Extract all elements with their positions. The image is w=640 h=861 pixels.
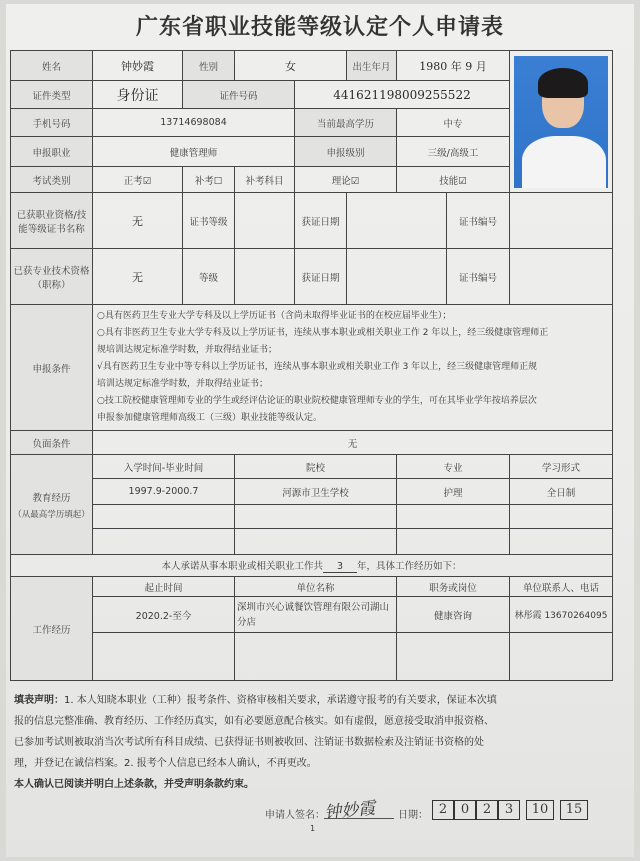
work-label: 工作经历: [11, 577, 93, 681]
application-form-table: [10, 50, 613, 681]
date-digit: 0: [454, 800, 476, 820]
edu-mode: [510, 505, 613, 529]
work-header-company: 单位名称: [235, 577, 397, 597]
cert-level-value: [235, 193, 295, 249]
job-value: 健康管理师: [93, 137, 295, 167]
work-promise: 本人承诺从事本职业或相关职业工作共 3 年，具体工作经历如下：: [11, 555, 613, 577]
birth-value: 1980 年 9 月: [397, 51, 510, 81]
title-date-value: [347, 249, 447, 305]
name-label: 姓名: [11, 51, 93, 81]
title-date-label: 获证日期: [295, 249, 347, 305]
work-header-period: 起止时间: [93, 577, 235, 597]
condition-item: ○具有非医药卫生专业大学专科及以上学历证书，连续从事本职业或相关职业工作 2 年以上，经三级健康管理师正: [97, 328, 549, 338]
level-value: 三级/高级工: [397, 137, 510, 167]
negative-label: 负面条件: [11, 431, 93, 455]
id-no-value: 441621198009255522: [295, 81, 510, 109]
date-month: 10: [526, 800, 554, 820]
work-company: 深圳市兴心诚餐饮管理有限公司湖山分店: [235, 597, 397, 633]
cert-date-label: 获证日期: [295, 193, 347, 249]
date-day: 15: [560, 800, 588, 820]
conditions-list: [93, 305, 613, 431]
signature-label: 申请人签名：: [265, 810, 325, 821]
subject-label: 补考科目: [235, 167, 295, 193]
theory-checkbox: 理论☑: [295, 167, 397, 193]
skill-checkbox: 技能☑: [397, 167, 510, 193]
cert-name-value: 无: [93, 193, 183, 249]
edu-header-school: 院校: [235, 455, 397, 479]
condition-item: 培训达规定标准学时数，并取得结业证书；: [97, 379, 269, 389]
cert-no-label: 证书编号: [447, 193, 510, 249]
edu-school: 河源市卫生学校: [235, 479, 397, 505]
work-company: [235, 633, 397, 681]
edu-period: 1997.9-2000.7: [93, 479, 235, 505]
exam-label: 考试类别: [11, 167, 93, 193]
work-contact: 林彤霞 13670264095: [510, 597, 613, 633]
title-level-value: [235, 249, 295, 305]
applicant-photo: [514, 56, 608, 188]
work-header-contact: 单位联系人、电话: [510, 577, 613, 597]
work-period: 2020.2-至今: [93, 597, 235, 633]
work-position: [397, 633, 510, 681]
page-number: 1: [310, 824, 316, 833]
edu-major: 护理: [397, 479, 510, 505]
title-no-label: 证书编号: [447, 249, 510, 305]
exam-makeup-checkbox: 补考☐: [183, 167, 235, 193]
edu-school: [235, 505, 397, 529]
gender-value: 女: [235, 51, 347, 81]
edu-school: [235, 529, 397, 555]
date-digit: 2: [476, 800, 498, 820]
gender-label: 性别: [183, 51, 235, 81]
edu-header-period: 入学时间-毕业时间: [93, 455, 235, 479]
work-period: [93, 633, 235, 681]
work-contact: [510, 633, 613, 681]
edu-mode: 全日制: [510, 479, 613, 505]
conditions-label: 申报条件: [11, 305, 93, 431]
title-no-value: [510, 249, 613, 305]
title-cert-label: 已获专业技术资格（职称）: [11, 249, 93, 305]
title-cert-value: 无: [93, 249, 183, 305]
declaration: 填表声明：1. 本人知晓本职业（工种）报考条件、资格审核相关要求，承诺遵守报考的有关要求，保证本次填 报的信息完整准确、教育经历、工作经历真实，如有必要愿意配合核实。如有虚假，愿意接受取消申报资格、 已参加考试则被取消当次考试所有科目成绩、已获得证书则被收回、注销证书数据检索及注销证书资格的处 理，并登记在诚信档案。2. 报考个人信息已经本人确认，不再更改。 本人确认已阅读并明白上述条款，并受声明条款约束。: [14, 695, 497, 790]
phone-value: 13714698084: [93, 109, 295, 137]
name-value: 钟妙霞: [93, 51, 183, 81]
id-no-label: 证件号码: [183, 81, 295, 109]
id-type-label: 证件类型: [11, 81, 93, 109]
page-title: 广东省职业技能等级认定个人申请表: [135, 14, 504, 40]
edu-major: [397, 529, 510, 555]
cert-date-value: [347, 193, 447, 249]
id-type-value: 身份证: [93, 81, 183, 109]
condition-item: 规培训达规定标准学时数，并取得结业证书；: [97, 345, 278, 355]
condition-item: 申报参加健康管理师高级工（三级）职业技能等级认定。: [97, 413, 323, 423]
work-position: 健康咨询: [397, 597, 510, 633]
edu-label: 当前最高学历: [295, 109, 397, 137]
work-header-position: 职务或岗位: [397, 577, 510, 597]
job-label: 申报职业: [11, 137, 93, 167]
level-label: 申报级别: [295, 137, 397, 167]
cert-level-label: 证书等级: [183, 193, 235, 249]
edu-mode: [510, 529, 613, 555]
date-digit: 3: [498, 800, 520, 820]
date-digit: 2: [432, 800, 454, 820]
edu-value: 中专: [397, 109, 510, 137]
signature-row: [220, 798, 620, 824]
cert-name-label: 已获职业资格/技能等级证书名称: [11, 193, 93, 249]
negative-value: 无: [93, 431, 613, 455]
photo-cell: [510, 51, 613, 193]
cert-no-value: [510, 193, 613, 249]
education-label: 教育经历 （从最高学历填起）: [11, 455, 93, 555]
declaration-confirm: 本人确认已阅读并明白上述条款，并受声明条款约束。: [14, 779, 254, 790]
date-label: 日期：: [398, 810, 428, 821]
applicant-signature: 钟妙霞: [323, 798, 377, 824]
edu-period: [93, 529, 235, 555]
edu-header-mode: 学习形式: [510, 455, 613, 479]
edu-period: [93, 505, 235, 529]
exam-normal-checkbox: 正考☑: [93, 167, 183, 193]
title-level-label: 等级: [183, 249, 235, 305]
birth-label: 出生年月: [347, 51, 397, 81]
edu-header-major: 专业: [397, 455, 510, 479]
condition-item: √具有医药卫生专业中等专科以上学历证书，连续从事本职业或相关职业工作 3 年以上，经三级健康管理师正规: [97, 362, 538, 372]
phone-label: 手机号码: [11, 109, 93, 137]
condition-item: ○技工院校健康管理师专业的学生或经评估论证的职业院校健康管理师专业的学生，可在其毕业学年按培养层次: [97, 396, 537, 406]
edu-major: [397, 505, 510, 529]
condition-item: ○具有医药卫生专业大学专科及以上学历证书（含尚未取得毕业证书的在校应届毕业生）；: [97, 311, 452, 321]
